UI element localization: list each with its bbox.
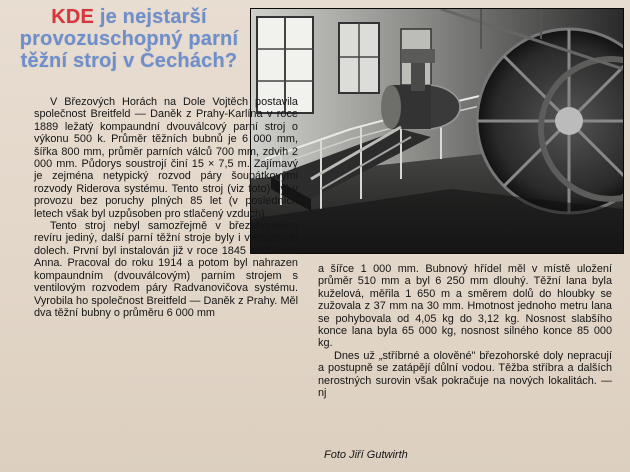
article-paragraph-2: Tento stroj nebyl samozřejmě v březohorském revíru jediný, další parní těžní stroje byly i v ostatních dolech. První byl instalován již v roce 1845 na šachtě Anna. Pracoval do roku 1914 a potom byl nahrazen kompaundním (dvouválcovým) parním strojem s ventilovým rozvodem páry Radvanovičova systému. Vyrobila ho společnost Breitfeld — Daněk z Prahy. Měl dva těžní bubny o průměru 6 000 mm (34, 220, 298, 319)
article-paragraph-3: a šířce 1 000 mm. Bubnový hřídel měl v místě uložení průměr 510 mm a byl 6 250 mm dlouhý. Těžní lana byla kuželová, měřila 1 650 m a směrem dolů do hloubky se zužovala z 37 mm na 30 mm. Hmotnost jednoho metru lana se pohybovala od 4,05 kg do 3,12 kg. Nosnost slabšího konce lana byla 65 000 kg, nosnost silného konce 85 000 kg. (318, 263, 612, 350)
headline-text: je nejstarší provozuschopný parní těžní stroj v Čechách? (19, 6, 239, 72)
article-column-right (318, 263, 612, 399)
article-paragraph-4: Dnes už „stříbrné a olověné" březohorské doly nepracují a postupně se zatápějí důlní vodou. Těžba stříbra a dalších nerostných surovin však pokračuje na nových lokalitách. — nj (318, 349, 612, 400)
photo-credit: Foto Jiří Gutwirth (324, 449, 408, 461)
headline-kde: KDE (51, 6, 95, 28)
headline (10, 6, 248, 72)
author-signature: nj (318, 387, 327, 400)
steam-engine-photo (250, 8, 624, 254)
article-paragraph-1: V Březových Horách na Dole Vojtěch postavila společnost Breitfeld — Daněk z Prahy-Karlína v roce 1889 ležatý kompaundní dvouválcový parní stroj o výkonu 500 k. Průměr těžních bubnů je 6 000 mm, šířka 800 mm, průměr parních válců 700 mm, zdvih 2 000 mm. Půdorys soustrojí činí 15 × 7,5 m. Zajímavý je zejména netypický rozvod páry šoupátkovými rozvody Riderova systému. Tento stroj (viz foto) byl v provozu bez poruchy plných 85 let (v posledních letech však byl uzpůsoben pro stlačený vzduch). (34, 96, 298, 220)
photo-illustration (251, 9, 623, 253)
article-column-left (34, 96, 298, 319)
article-paragraph-4-text: Dnes už „stříbrné a olověné" březohorské doly nepracují a postupně se zatápějí důlní vodou. Těžba stříbra a dalších nerostných surovin však pokračuje na nových lokalitách. (318, 349, 612, 387)
